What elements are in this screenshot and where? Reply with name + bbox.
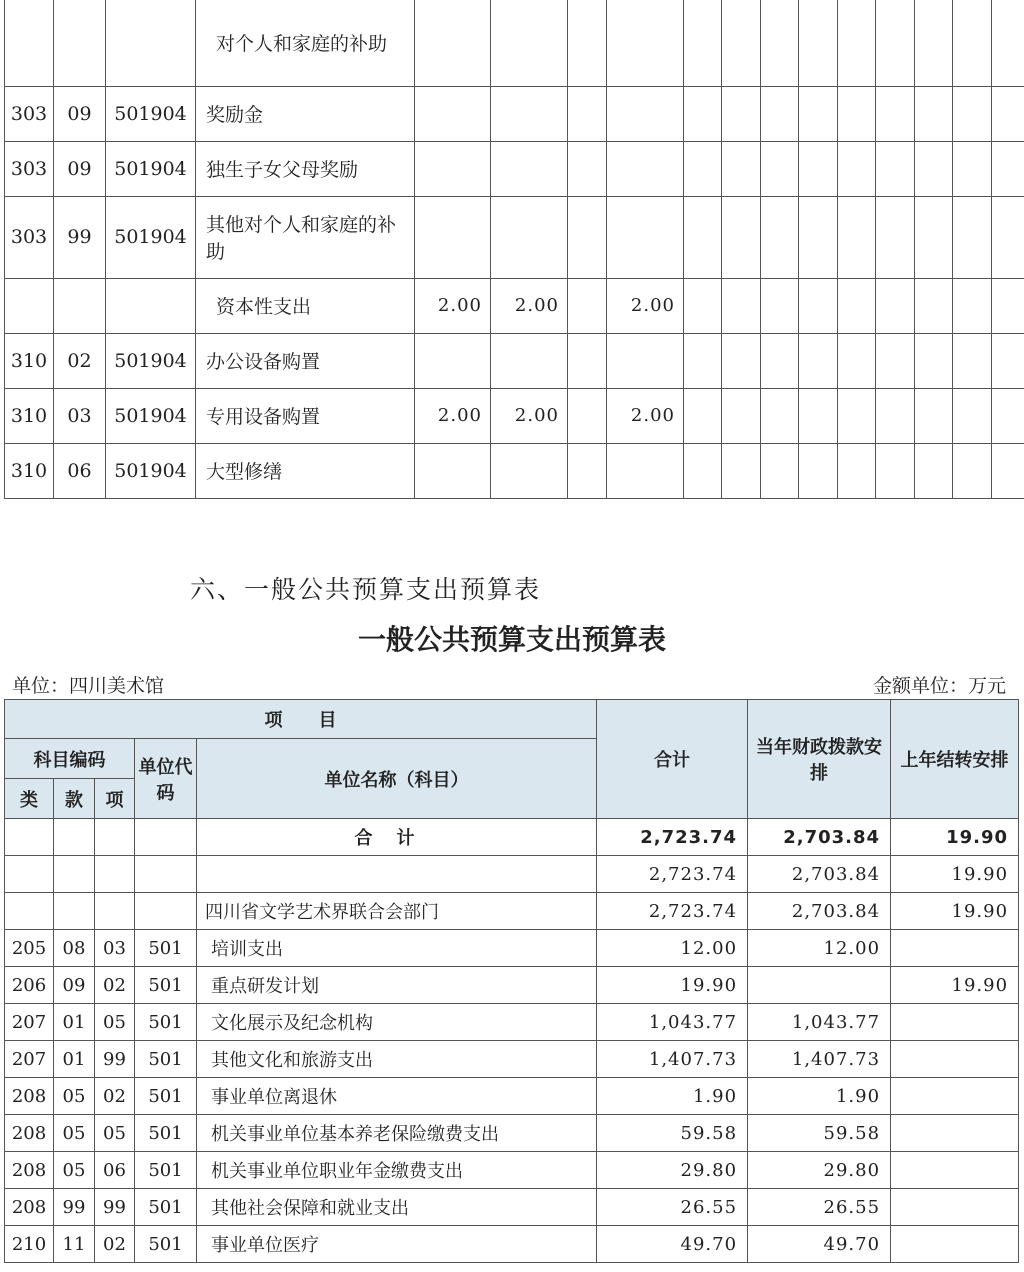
cell-carry (891, 1004, 1019, 1041)
cell-lei: 310 (5, 388, 54, 443)
cell-unit-code: 501 (135, 967, 197, 1004)
header-lei: 类 (5, 779, 54, 819)
cell-lei (5, 856, 54, 893)
table-row (5, 1226, 1019, 1263)
cell-kuan: 11 (54, 1226, 95, 1263)
cell-value (415, 196, 491, 278)
cell-value: 2.00 (491, 388, 568, 443)
cell-kuan (54, 856, 95, 893)
table-row (5, 1189, 1019, 1226)
cell-unit-code: 501 (135, 1226, 197, 1263)
cell-total: 49.70 (597, 1226, 748, 1263)
cell-carry: 19.90 (891, 967, 1019, 1004)
cell-lei: 208 (5, 1152, 54, 1189)
cell-lei: 310 (5, 333, 54, 388)
cell-value (491, 141, 568, 196)
cell-kuan: 05 (54, 1115, 95, 1152)
cell-value (415, 86, 491, 141)
cell-total: 2,723.74 (597, 856, 748, 893)
cell-value: 2.00 (607, 278, 684, 333)
cell-value: 2.00 (607, 388, 684, 443)
cell-value (607, 443, 684, 498)
cell-xiang: 03 (95, 930, 135, 967)
cell-code: 501904 (106, 86, 196, 141)
cell-value (415, 141, 491, 196)
cell-kuan: 05 (54, 1152, 95, 1189)
cell-current: 29.80 (748, 1152, 891, 1189)
cell-xiang: 05 (95, 1004, 135, 1041)
cell-unit-code: 501 (135, 1115, 197, 1152)
cell-value (607, 141, 684, 196)
cell-name: 培训支出 (197, 930, 597, 967)
cell-value (491, 86, 568, 141)
cell-name: 其他文化和旅游支出 (197, 1041, 597, 1078)
cell-value (491, 0, 568, 86)
amount-unit-label: 金额单位：万元 (872, 675, 1006, 697)
table-row (5, 388, 1024, 443)
cell-current: 12.00 (748, 930, 891, 967)
header-carryover: 上年结转安排 (891, 700, 1019, 819)
cell-total: 1,407.73 (597, 1041, 748, 1078)
total-carry: 19.90 (891, 819, 1019, 856)
cell-name: 文化展示及纪念机构 (197, 1004, 597, 1041)
cell-name: 机关事业单位基本养老保险缴费支出 (197, 1115, 597, 1152)
cell-name: 大型修缮 (196, 443, 415, 498)
cell-name: 其他社会保障和就业支出 (197, 1189, 597, 1226)
cell-current: 1.90 (748, 1078, 891, 1115)
cell-total: 1.90 (597, 1078, 748, 1115)
table-row (5, 967, 1019, 1004)
table-row (5, 1004, 1019, 1041)
cell-carry: 19.90 (891, 856, 1019, 893)
cell-code: 501904 (106, 443, 196, 498)
cell-xiang: 02 (95, 1226, 135, 1263)
cell-kuan: 02 (54, 333, 106, 388)
cell-kuan: 09 (54, 967, 95, 1004)
cell-name: 资本性支出 (196, 278, 415, 333)
cell-lei: 310 (5, 443, 54, 498)
cell-carry (891, 1226, 1019, 1263)
cell-lei: 210 (5, 1226, 54, 1263)
cell-carry (891, 1189, 1019, 1226)
cell-xiang: 05 (95, 1115, 135, 1152)
cell-unit-code (135, 856, 197, 893)
cell-carry (891, 1152, 1019, 1189)
cell-carry (891, 1115, 1019, 1152)
cell-current (748, 967, 891, 1004)
table-row (5, 443, 1024, 498)
cell-kuan: 01 (54, 1004, 95, 1041)
header-unit-name: 单位名称（科目） (197, 739, 597, 819)
cell-unit-code: 501 (135, 1078, 197, 1115)
cell-name: 办公设备购置 (196, 333, 415, 388)
cell-total: 26.55 (597, 1189, 748, 1226)
cell-value (607, 86, 684, 141)
cell-kuan (54, 278, 106, 333)
cell-carry (891, 930, 1019, 967)
unit-label: 单位：四川美术馆 (12, 675, 165, 697)
cell-total: 29.80 (597, 1152, 748, 1189)
total-row (5, 819, 1019, 856)
cell-lei (5, 278, 54, 333)
section-heading: 六、一般公共预算支出预算表 (190, 575, 542, 604)
cell-name: 事业单位医疗 (197, 1226, 597, 1263)
cell-kuan: 99 (54, 196, 106, 278)
cell-lei: 303 (5, 86, 54, 141)
cell-xiang: 06 (95, 1152, 135, 1189)
total-current: 2,703.84 (748, 819, 891, 856)
cell-current: 59.58 (748, 1115, 891, 1152)
cell-lei: 303 (5, 141, 54, 196)
cell-kuan: 01 (54, 1041, 95, 1078)
cell-value: 2.00 (415, 388, 491, 443)
cell-value (607, 333, 684, 388)
cell-kuan: 05 (54, 1078, 95, 1115)
table-row (5, 1078, 1019, 1115)
table-row (5, 1115, 1019, 1152)
cell-kuan: 99 (54, 1189, 95, 1226)
cell-total: 59.58 (597, 1115, 748, 1152)
continued-expenditure-table (4, 0, 1024, 499)
cell-value (415, 0, 491, 86)
cell-value: 2.00 (415, 278, 491, 333)
cell-name: 四川省文学艺术界联合会部门 (197, 893, 597, 930)
cell-lei: 208 (5, 1115, 54, 1152)
cell-carry: 19.90 (891, 893, 1019, 930)
cell-unit-code: 501 (135, 1041, 197, 1078)
cell-total: 2,723.74 (597, 893, 748, 930)
cell-xiang: 02 (95, 1078, 135, 1115)
cell-name: 其他对个人和家庭的补助 (196, 196, 415, 278)
cell-xiang: 99 (95, 1041, 135, 1078)
table-row (5, 141, 1024, 196)
cell-kuan: 06 (54, 443, 106, 498)
cell-carry (891, 1041, 1019, 1078)
cell-code: 501904 (106, 141, 196, 196)
cell-kuan (54, 0, 106, 86)
cell-code (106, 278, 196, 333)
cell-value (415, 443, 491, 498)
cell-lei (5, 0, 54, 86)
cell-kuan: 09 (54, 86, 106, 141)
cell-unit-code: 501 (135, 930, 197, 967)
cell-total: 12.00 (597, 930, 748, 967)
cell-xiang: 02 (95, 967, 135, 1004)
header-subject-code: 科目编码 (5, 739, 135, 779)
cell-carry (891, 1078, 1019, 1115)
cell-lei: 208 (5, 1189, 54, 1226)
cell-name: 专用设备购置 (196, 388, 415, 443)
header-unit-code: 单位代码 (135, 739, 197, 819)
table-row (5, 930, 1019, 967)
table-title: 一般公共预算支出预算表 (357, 623, 666, 656)
total-label: 合计 (197, 819, 597, 856)
table-row (5, 1041, 1019, 1078)
cell-value (607, 196, 684, 278)
cell-current: 26.55 (748, 1189, 891, 1226)
cell-value: 2.00 (491, 278, 568, 333)
cell-value (491, 443, 568, 498)
cell-current: 2,703.84 (748, 893, 891, 930)
cell-current: 1,043.77 (748, 1004, 891, 1041)
cell-lei: 205 (5, 930, 54, 967)
cell-name: 重点研发计划 (197, 967, 597, 1004)
table-row (5, 196, 1024, 278)
cell-kuan: 03 (54, 388, 106, 443)
cell-lei: 207 (5, 1004, 54, 1041)
cell-name: 对个人和家庭的补助 (196, 0, 415, 86)
cell-kuan (54, 893, 95, 930)
cell-code: 501904 (106, 196, 196, 278)
table-row (5, 278, 1024, 333)
table-row (5, 333, 1024, 388)
cell-kuan: 08 (54, 930, 95, 967)
table-row (5, 86, 1024, 141)
cell-lei (5, 893, 54, 930)
cell-unit-code (135, 893, 197, 930)
header-xiang: 项 (95, 779, 135, 819)
cell-code: 501904 (106, 333, 196, 388)
cell-value (415, 333, 491, 388)
header-total: 合计 (597, 700, 748, 819)
cell-xiang: 99 (95, 1189, 135, 1226)
cell-lei: 208 (5, 1078, 54, 1115)
cell-value (607, 0, 684, 86)
cell-current: 49.70 (748, 1226, 891, 1263)
cell-name: 独生子女父母奖励 (196, 141, 415, 196)
header-project: 项 目 (5, 700, 597, 739)
cell-name (197, 856, 597, 893)
cell-xiang (95, 893, 135, 930)
cell-value (491, 196, 568, 278)
table-row (5, 1152, 1019, 1189)
cell-kuan: 09 (54, 141, 106, 196)
cell-unit-code: 501 (135, 1189, 197, 1226)
table-row (5, 0, 1024, 86)
cell-name: 事业单位离退休 (197, 1078, 597, 1115)
cell-lei: 207 (5, 1041, 54, 1078)
cell-lei: 303 (5, 196, 54, 278)
cell-name: 奖励金 (196, 86, 415, 141)
general-public-budget-table (4, 699, 1019, 1263)
table-row (5, 856, 1019, 893)
header-current-year: 当年财政拨款安排 (748, 700, 891, 819)
cell-xiang (95, 856, 135, 893)
cell-lei: 206 (5, 967, 54, 1004)
cell-name: 机关事业单位职业年金缴费支出 (197, 1152, 597, 1189)
cell-total: 19.90 (597, 967, 748, 1004)
cell-value (491, 333, 568, 388)
table-row (5, 893, 1019, 930)
total-amount: 2,723.74 (597, 819, 748, 856)
cell-total: 1,043.77 (597, 1004, 748, 1041)
header-kuan: 款 (54, 779, 95, 819)
cell-code (106, 0, 196, 86)
cell-code: 501904 (106, 388, 196, 443)
cell-current: 1,407.73 (748, 1041, 891, 1078)
cell-current: 2,703.84 (748, 856, 891, 893)
cell-unit-code: 501 (135, 1004, 197, 1041)
cell-unit-code: 501 (135, 1152, 197, 1189)
